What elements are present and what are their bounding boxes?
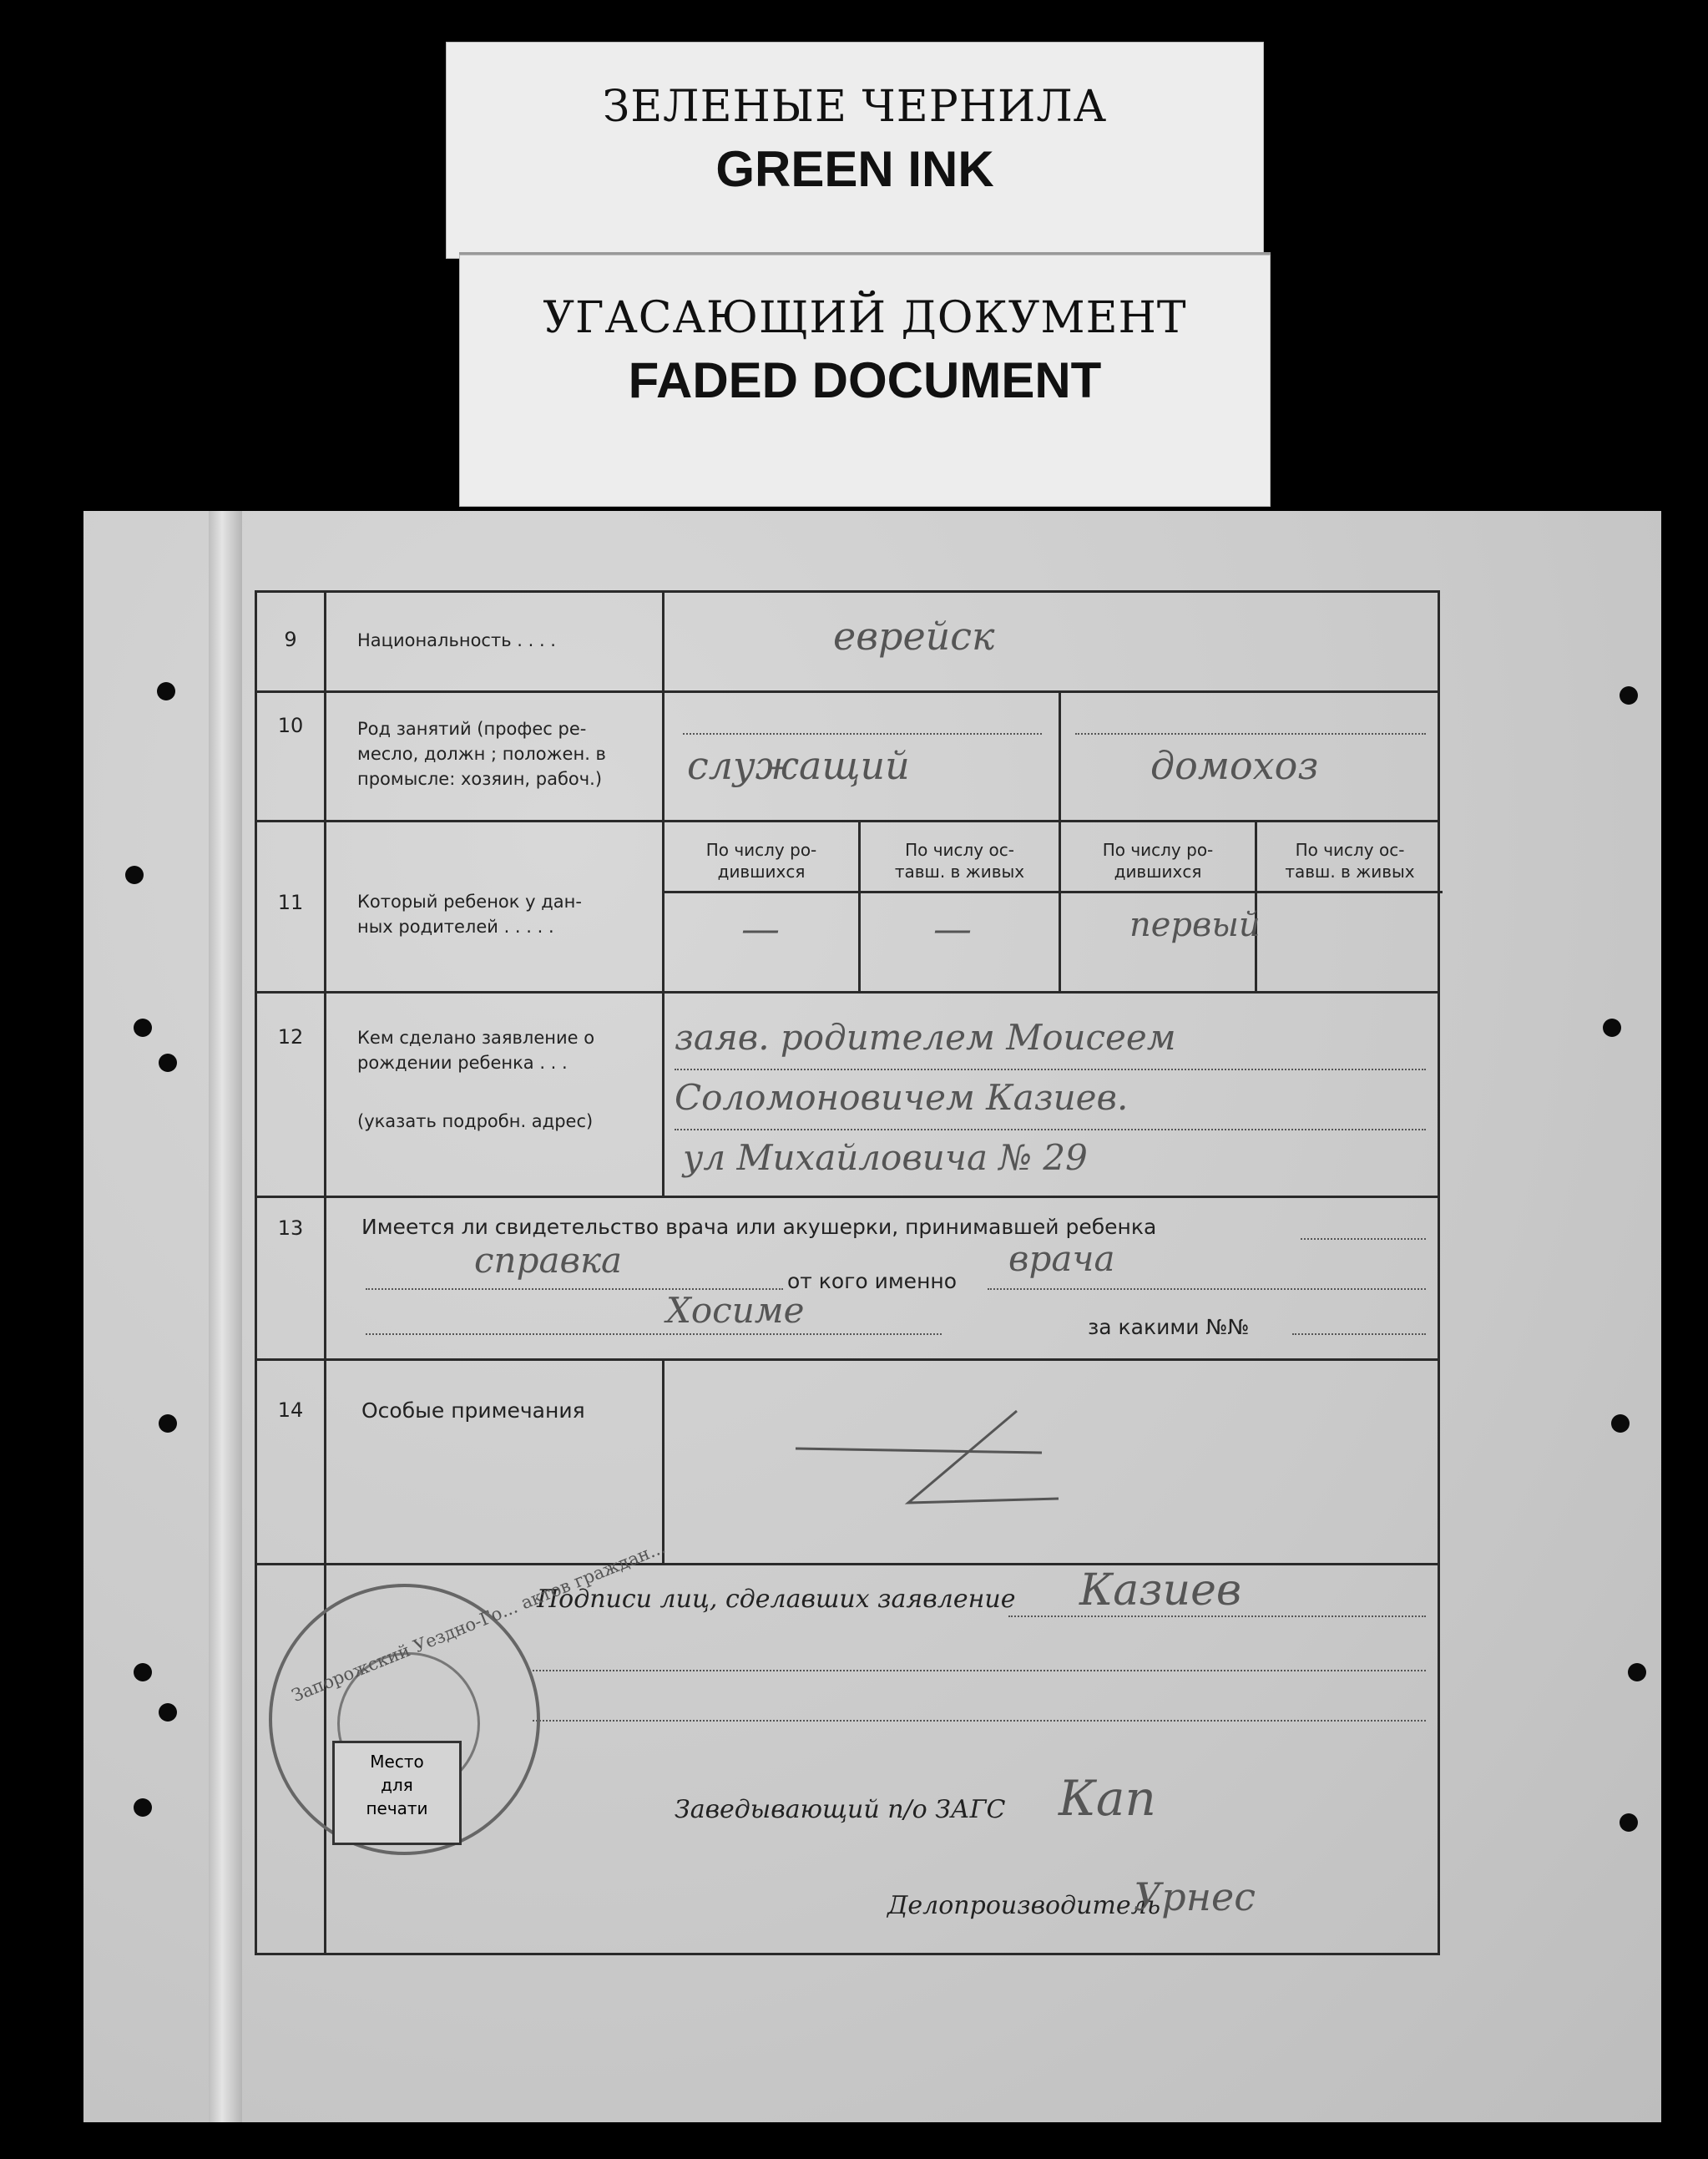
dotted-line bbox=[675, 1069, 1426, 1070]
column-divider bbox=[662, 593, 665, 690]
punch-hole bbox=[134, 1663, 152, 1681]
paper-fold bbox=[209, 511, 242, 2122]
born-order: первый bbox=[1129, 906, 1261, 944]
punch-hole bbox=[1603, 1019, 1621, 1037]
from-whom-label: от кого именно bbox=[787, 1269, 958, 1293]
child-order-label-2: ных родителей . . . . . bbox=[357, 917, 554, 937]
head-label: Заведывающий п/о ЗАГС bbox=[675, 1795, 1006, 1824]
certificate-from: врача bbox=[1008, 1238, 1115, 1279]
row-child-order bbox=[257, 822, 1438, 994]
nationality-label: Национальность . . . . bbox=[357, 630, 556, 650]
punch-hole bbox=[1620, 686, 1638, 705]
declarant-line-2: Соломоновичем Казиев. bbox=[675, 1077, 1129, 1118]
row-number: 13 bbox=[277, 1216, 304, 1240]
occupation-label-1: Род занятий (профес ре- bbox=[357, 719, 587, 739]
stamp-text: Запорожский Уездно-Го... актов граждан... bbox=[289, 1537, 669, 1706]
alive-count-1: — bbox=[933, 906, 972, 951]
column-divider bbox=[662, 1361, 665, 1563]
row-remarks bbox=[257, 1361, 1438, 1565]
declarant-line-3: ул Михайловича № 29 bbox=[683, 1137, 1088, 1178]
clerk-label: Делопроизводитель bbox=[887, 1891, 1161, 1920]
dotted-line bbox=[683, 733, 1042, 735]
declarant-label-1: Кем сделано заявление о bbox=[357, 1028, 595, 1048]
punch-hole bbox=[134, 1019, 152, 1037]
dotted-line bbox=[1008, 1615, 1426, 1617]
punch-hole bbox=[159, 1414, 177, 1433]
occupation-label-2: месло, должн ; положен. в bbox=[357, 744, 606, 764]
faded-document-label bbox=[459, 252, 1271, 507]
child-order-label-1: Который ребенок у дан- bbox=[357, 892, 582, 912]
punch-hole bbox=[159, 1703, 177, 1722]
header-born-2: По числу ро- дившихся bbox=[1102, 840, 1214, 882]
dotted-line bbox=[988, 1288, 1426, 1290]
remarks-label: Особые примечания bbox=[361, 1398, 585, 1423]
dotted-line bbox=[533, 1720, 1426, 1722]
row-number: 9 bbox=[284, 628, 297, 651]
dotted-line bbox=[1292, 1333, 1426, 1335]
header-alive-1: По числу ос- тавш. в живых bbox=[894, 840, 1025, 882]
green-ink-ru: ЗЕЛЕНЫЕ ЧЕРНИЛА bbox=[602, 82, 1108, 132]
nationality-value: еврейск bbox=[833, 614, 995, 659]
column-divider bbox=[662, 693, 665, 820]
mother-occupation: домохоз bbox=[1150, 743, 1319, 788]
row-certificate bbox=[257, 1198, 1438, 1361]
certificate-type: справка bbox=[474, 1240, 623, 1281]
dotted-line bbox=[675, 1129, 1426, 1130]
row-occupation bbox=[257, 693, 1438, 822]
column-divider bbox=[662, 994, 665, 1196]
header-divider bbox=[662, 891, 1443, 893]
seal-place-box: Место для печати bbox=[332, 1741, 462, 1845]
declarant-label-3: (указать подробн. адрес) bbox=[357, 1111, 594, 1131]
punch-hole bbox=[157, 682, 175, 700]
signatures-label: Подписи лиц, сделавших заявление bbox=[537, 1585, 1016, 1614]
header-born-1: По числу ро- дившихся bbox=[705, 840, 817, 882]
punch-hole bbox=[1628, 1663, 1646, 1681]
punch-hole bbox=[134, 1798, 152, 1817]
row-number: 12 bbox=[277, 1025, 304, 1049]
punch-hole bbox=[159, 1054, 177, 1072]
dotted-line bbox=[533, 1670, 1426, 1671]
numbers-label: за какими №№ bbox=[1088, 1315, 1250, 1339]
row-number: 10 bbox=[277, 714, 304, 737]
dash-mark bbox=[791, 1403, 1067, 1519]
dotted-line bbox=[366, 1333, 942, 1335]
declarant-signature: Казиев bbox=[1079, 1565, 1242, 1615]
row-declarant bbox=[257, 994, 1438, 1198]
certificate-label: Имеется ли свидетельство врача или акушерки, принимавшей ребенка bbox=[361, 1215, 1157, 1239]
column-divider bbox=[1059, 693, 1061, 820]
green-ink-en: GREEN INK bbox=[715, 141, 994, 197]
faded-ru: УГАСАЮЩИЙ ДОКУМЕНТ bbox=[543, 293, 1187, 343]
punch-hole bbox=[125, 866, 144, 884]
dotted-line bbox=[1075, 733, 1426, 735]
declarant-line-1: заяв. родителем Моисеем bbox=[675, 1017, 1176, 1058]
row-number: 14 bbox=[277, 1398, 304, 1422]
faded-en: FADED DOCUMENT bbox=[628, 352, 1102, 408]
row-nationality bbox=[257, 593, 1438, 693]
occupation-label-3: промысле: хозяин, рабоч.) bbox=[357, 769, 603, 789]
row-number: 11 bbox=[277, 891, 304, 914]
clerk-signature: Урнес bbox=[1134, 1874, 1256, 1919]
punch-hole bbox=[1620, 1813, 1638, 1832]
certificate-name: Хосиме bbox=[666, 1290, 805, 1331]
born-count-1: — bbox=[741, 906, 780, 951]
father-occupation: служащий bbox=[687, 743, 910, 788]
dotted-line bbox=[1301, 1238, 1426, 1240]
green-ink-label bbox=[446, 42, 1264, 259]
punch-hole bbox=[1611, 1414, 1630, 1433]
header-alive-2: По числу ос- тавш. в живых bbox=[1285, 840, 1415, 882]
head-signature: Кап bbox=[1059, 1770, 1156, 1827]
declarant-label-2: рождении ребенка . . . bbox=[357, 1053, 568, 1073]
